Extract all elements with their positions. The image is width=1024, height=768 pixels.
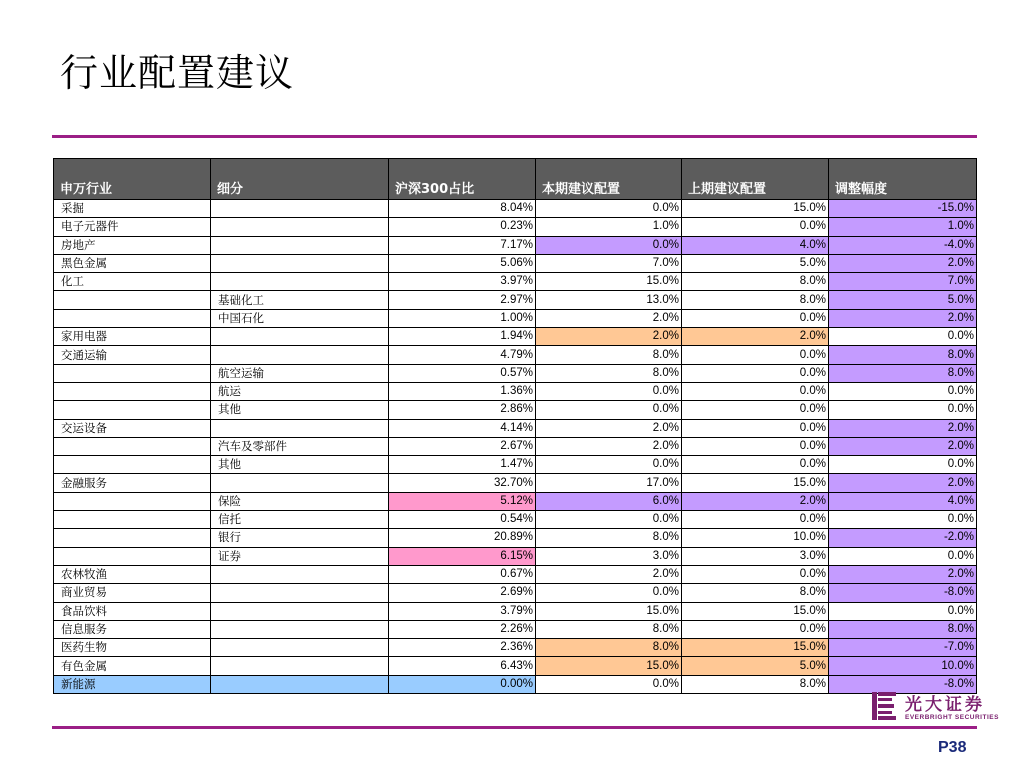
adjustment-cell: 2.0% xyxy=(829,309,977,327)
adjustment-cell: 2.0% xyxy=(829,565,977,583)
hs300-weight-cell: 3.79% xyxy=(389,602,536,620)
adjustment-cell: 0.0% xyxy=(829,602,977,620)
adjustment-cell: 2.0% xyxy=(829,474,977,492)
bottom-divider xyxy=(52,726,977,729)
table-row xyxy=(54,382,977,400)
industry-cell: 医药生物 xyxy=(54,639,211,657)
table-row xyxy=(54,401,977,419)
hs300-weight-cell: 1.47% xyxy=(389,456,536,474)
previous-allocation-cell: 10.0% xyxy=(682,529,829,547)
industry-cell xyxy=(54,492,211,510)
current-allocation-cell: 17.0% xyxy=(536,474,682,492)
current-allocation-cell: 8.0% xyxy=(536,529,682,547)
allocation-table xyxy=(53,158,977,694)
hs300-weight-cell: 2.69% xyxy=(389,584,536,602)
subsector-cell xyxy=(211,218,389,236)
hs300-weight-cell: 6.15% xyxy=(389,547,536,565)
current-allocation-cell: 2.0% xyxy=(536,565,682,583)
subsector-cell xyxy=(211,236,389,254)
hs300-weight-cell: 2.86% xyxy=(389,401,536,419)
adjustment-cell: 8.0% xyxy=(829,346,977,364)
previous-allocation-cell: 0.0% xyxy=(682,437,829,455)
hs300-weight-cell: 8.04% xyxy=(389,200,536,218)
current-allocation-cell: 15.0% xyxy=(536,602,682,620)
industry-cell: 黑色金属 xyxy=(54,254,211,272)
subsector-cell xyxy=(211,474,389,492)
table-row xyxy=(54,419,977,437)
table-row xyxy=(54,657,977,675)
previous-allocation-cell: 0.0% xyxy=(682,382,829,400)
adjustment-cell: 1.0% xyxy=(829,218,977,236)
industry-cell xyxy=(54,364,211,382)
table-row xyxy=(54,639,977,657)
hs300-weight-cell: 2.97% xyxy=(389,291,536,309)
hs300-weight-cell: 0.23% xyxy=(389,218,536,236)
previous-allocation-cell: 5.0% xyxy=(682,657,829,675)
current-allocation-cell: 0.0% xyxy=(536,236,682,254)
subsector-cell xyxy=(211,565,389,583)
adjustment-cell: 0.0% xyxy=(829,328,977,346)
header-current-allocation: 本期建议配置 xyxy=(536,159,682,200)
previous-allocation-cell: 0.0% xyxy=(682,401,829,419)
current-allocation-cell: 3.0% xyxy=(536,547,682,565)
industry-cell: 化工 xyxy=(54,273,211,291)
subsector-cell xyxy=(211,419,389,437)
page-title: 行业配置建议 xyxy=(60,51,295,95)
logo-english-text: EVERBRIGHT SECURITIES xyxy=(905,714,999,721)
subsector-cell xyxy=(211,584,389,602)
adjustment-cell: -2.0% xyxy=(829,529,977,547)
table-row xyxy=(54,273,977,291)
current-allocation-cell: 2.0% xyxy=(536,437,682,455)
table-row xyxy=(54,602,977,620)
industry-cell xyxy=(54,401,211,419)
table-row xyxy=(54,474,977,492)
industry-cell: 农林牧渔 xyxy=(54,565,211,583)
hs300-weight-cell: 3.97% xyxy=(389,273,536,291)
industry-cell: 商业贸易 xyxy=(54,584,211,602)
hs300-weight-cell: 0.00% xyxy=(389,675,536,693)
table-row xyxy=(54,364,977,382)
previous-allocation-cell: 0.0% xyxy=(682,511,829,529)
adjustment-cell: -8.0% xyxy=(829,675,977,693)
subsector-cell: 信托 xyxy=(211,511,389,529)
subsector-cell: 保险 xyxy=(211,492,389,510)
table-row xyxy=(54,620,977,638)
subsector-cell xyxy=(211,602,389,620)
current-allocation-cell: 15.0% xyxy=(536,273,682,291)
subsector-cell: 航空运输 xyxy=(211,364,389,382)
table-row xyxy=(54,492,977,510)
industry-cell xyxy=(54,437,211,455)
previous-allocation-cell: 2.0% xyxy=(682,492,829,510)
adjustment-cell: 7.0% xyxy=(829,273,977,291)
table-row xyxy=(54,584,977,602)
industry-cell xyxy=(54,547,211,565)
adjustment-cell: 0.0% xyxy=(829,382,977,400)
adjustment-cell: -8.0% xyxy=(829,584,977,602)
industry-cell xyxy=(54,511,211,529)
industry-cell: 金融服务 xyxy=(54,474,211,492)
subsector-cell xyxy=(211,273,389,291)
industry-cell: 交通运输 xyxy=(54,346,211,364)
header-hs300-weight: 沪深300占比 xyxy=(389,159,536,200)
table-row xyxy=(54,511,977,529)
previous-allocation-cell: 15.0% xyxy=(682,474,829,492)
current-allocation-cell: 0.0% xyxy=(536,401,682,419)
table-row xyxy=(54,309,977,327)
table-row xyxy=(54,437,977,455)
table-row xyxy=(54,346,977,364)
current-allocation-cell: 0.0% xyxy=(536,675,682,693)
everbright-logo xyxy=(872,690,1002,724)
hs300-weight-cell: 5.12% xyxy=(389,492,536,510)
industry-cell: 电子元器件 xyxy=(54,218,211,236)
current-allocation-cell: 6.0% xyxy=(536,492,682,510)
previous-allocation-cell: 0.0% xyxy=(682,620,829,638)
previous-allocation-cell: 2.0% xyxy=(682,328,829,346)
subsector-cell: 汽车及零部件 xyxy=(211,437,389,455)
previous-allocation-cell: 0.0% xyxy=(682,565,829,583)
adjustment-cell: 8.0% xyxy=(829,620,977,638)
hs300-weight-cell: 1.94% xyxy=(389,328,536,346)
industry-cell: 采掘 xyxy=(54,200,211,218)
industry-cell xyxy=(54,456,211,474)
subsector-cell xyxy=(211,254,389,272)
top-divider xyxy=(52,135,977,138)
adjustment-cell: 0.0% xyxy=(829,401,977,419)
previous-allocation-cell: 0.0% xyxy=(682,218,829,236)
subsector-cell xyxy=(211,675,389,693)
subsector-cell xyxy=(211,620,389,638)
table-row xyxy=(54,328,977,346)
previous-allocation-cell: 0.0% xyxy=(682,346,829,364)
adjustment-cell: 2.0% xyxy=(829,419,977,437)
industry-cell xyxy=(54,382,211,400)
hs300-weight-cell: 2.26% xyxy=(389,620,536,638)
table-row xyxy=(54,565,977,583)
hs300-weight-cell: 2.36% xyxy=(389,639,536,657)
adjustment-cell: 0.0% xyxy=(829,547,977,565)
industry-cell xyxy=(54,529,211,547)
adjustment-cell: -7.0% xyxy=(829,639,977,657)
industry-cell xyxy=(54,309,211,327)
subsector-cell: 其他 xyxy=(211,456,389,474)
industry-cell: 信息服务 xyxy=(54,620,211,638)
previous-allocation-cell: 3.0% xyxy=(682,547,829,565)
industry-cell: 房地产 xyxy=(54,236,211,254)
previous-allocation-cell: 8.0% xyxy=(682,291,829,309)
current-allocation-cell: 8.0% xyxy=(536,620,682,638)
current-allocation-cell: 0.0% xyxy=(536,382,682,400)
adjustment-cell: 10.0% xyxy=(829,657,977,675)
previous-allocation-cell: 8.0% xyxy=(682,584,829,602)
header-adjustment: 调整幅度 xyxy=(829,159,977,200)
table-row xyxy=(54,547,977,565)
previous-allocation-cell: 4.0% xyxy=(682,236,829,254)
current-allocation-cell: 0.0% xyxy=(536,200,682,218)
previous-allocation-cell: 8.0% xyxy=(682,675,829,693)
previous-allocation-cell: 15.0% xyxy=(682,639,829,657)
current-allocation-cell: 8.0% xyxy=(536,346,682,364)
adjustment-cell: 5.0% xyxy=(829,291,977,309)
industry-cell xyxy=(54,291,211,309)
industry-cell: 食品饮料 xyxy=(54,602,211,620)
hs300-weight-cell: 5.06% xyxy=(389,254,536,272)
current-allocation-cell: 8.0% xyxy=(536,639,682,657)
everbright-logo-icon xyxy=(872,692,896,720)
current-allocation-cell: 2.0% xyxy=(536,309,682,327)
subsector-cell: 其他 xyxy=(211,401,389,419)
subsector-cell: 航运 xyxy=(211,382,389,400)
hs300-weight-cell: 32.70% xyxy=(389,474,536,492)
hs300-weight-cell: 4.79% xyxy=(389,346,536,364)
subsector-cell xyxy=(211,328,389,346)
header-subsector: 细分 xyxy=(211,159,389,200)
current-allocation-cell: 0.0% xyxy=(536,511,682,529)
previous-allocation-cell: 0.0% xyxy=(682,364,829,382)
adjustment-cell: 4.0% xyxy=(829,492,977,510)
subsector-cell xyxy=(211,200,389,218)
current-allocation-cell: 0.0% xyxy=(536,456,682,474)
previous-allocation-cell: 0.0% xyxy=(682,309,829,327)
header-previous-allocation: 上期建议配置 xyxy=(682,159,829,200)
table-row xyxy=(54,200,977,218)
table-row xyxy=(54,254,977,272)
hs300-weight-cell: 7.17% xyxy=(389,236,536,254)
table-row xyxy=(54,291,977,309)
industry-cell: 新能源 xyxy=(54,675,211,693)
current-allocation-cell: 1.0% xyxy=(536,218,682,236)
hs300-weight-cell: 1.36% xyxy=(389,382,536,400)
industry-cell: 家用电器 xyxy=(54,328,211,346)
page-number: P38 xyxy=(938,739,967,756)
current-allocation-cell: 8.0% xyxy=(536,364,682,382)
previous-allocation-cell: 0.0% xyxy=(682,456,829,474)
table-row xyxy=(54,456,977,474)
previous-allocation-cell: 8.0% xyxy=(682,273,829,291)
adjustment-cell: -15.0% xyxy=(829,200,977,218)
adjustment-cell: 0.0% xyxy=(829,456,977,474)
subsector-cell: 证券 xyxy=(211,547,389,565)
adjustment-cell: 2.0% xyxy=(829,254,977,272)
hs300-weight-cell: 2.67% xyxy=(389,437,536,455)
subsector-cell: 中国石化 xyxy=(211,309,389,327)
current-allocation-cell: 0.0% xyxy=(536,584,682,602)
current-allocation-cell: 13.0% xyxy=(536,291,682,309)
header-industry: 申万行业 xyxy=(54,159,211,200)
hs300-weight-cell: 1.00% xyxy=(389,309,536,327)
table-row xyxy=(54,529,977,547)
hs300-weight-cell: 0.67% xyxy=(389,565,536,583)
adjustment-cell: 2.0% xyxy=(829,437,977,455)
current-allocation-cell: 15.0% xyxy=(536,657,682,675)
adjustment-cell: -4.0% xyxy=(829,236,977,254)
adjustment-cell: 0.0% xyxy=(829,511,977,529)
table-row xyxy=(54,218,977,236)
adjustment-cell: 8.0% xyxy=(829,364,977,382)
previous-allocation-cell: 0.0% xyxy=(682,419,829,437)
hs300-weight-cell: 4.14% xyxy=(389,419,536,437)
industry-cell: 有色金属 xyxy=(54,657,211,675)
previous-allocation-cell: 15.0% xyxy=(682,602,829,620)
previous-allocation-cell: 5.0% xyxy=(682,254,829,272)
current-allocation-cell: 2.0% xyxy=(536,419,682,437)
subsector-cell xyxy=(211,346,389,364)
subsector-cell: 基础化工 xyxy=(211,291,389,309)
hs300-weight-cell: 20.89% xyxy=(389,529,536,547)
table-header-row xyxy=(54,159,977,200)
table-body xyxy=(54,200,977,694)
table-row xyxy=(54,236,977,254)
current-allocation-cell: 7.0% xyxy=(536,254,682,272)
subsector-cell xyxy=(211,639,389,657)
hs300-weight-cell: 0.54% xyxy=(389,511,536,529)
industry-cell: 交运设备 xyxy=(54,419,211,437)
hs300-weight-cell: 0.57% xyxy=(389,364,536,382)
subsector-cell: 银行 xyxy=(211,529,389,547)
logo-chinese-text: 光大证券 xyxy=(905,695,985,715)
subsector-cell xyxy=(211,657,389,675)
current-allocation-cell: 2.0% xyxy=(536,328,682,346)
previous-allocation-cell: 15.0% xyxy=(682,200,829,218)
table-row xyxy=(54,675,977,693)
hs300-weight-cell: 6.43% xyxy=(389,657,536,675)
